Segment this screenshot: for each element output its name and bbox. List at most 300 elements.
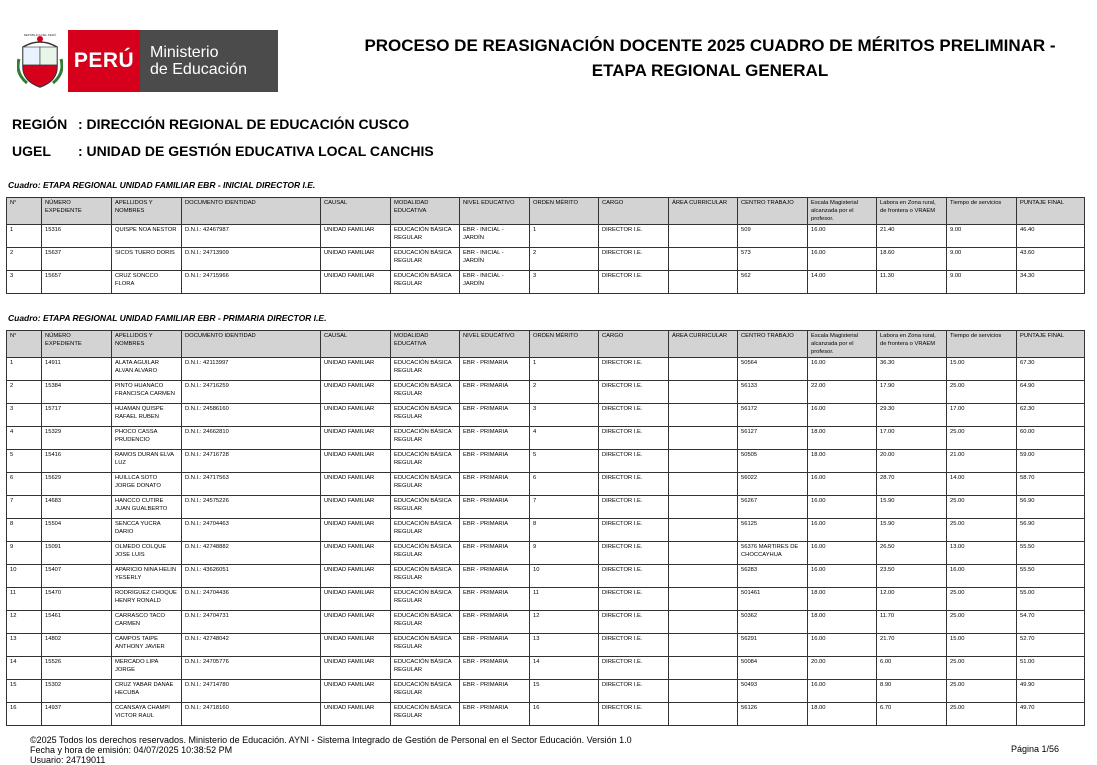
table-cell: 16.00 (808, 248, 877, 271)
table-cell: EBR - PRIMARIA (460, 611, 530, 634)
table-cell: 15329 (42, 427, 112, 450)
table-cell (669, 248, 738, 271)
table-cell: 7 (530, 496, 599, 519)
column-header: DOCUMENTO IDENTIDAD (182, 198, 321, 225)
table-cell: 56283 (738, 565, 808, 588)
table-cell: 43.60 (1017, 248, 1085, 271)
page-footer (30, 735, 632, 765)
table-cell: UNIDAD FAMILIAR (321, 611, 391, 634)
table-body (7, 225, 1085, 294)
table-cell: EDUCACIÓN BÁSICA REGULAR (391, 542, 460, 565)
table-row (7, 404, 1085, 427)
table-cell: UNIDAD FAMILIAR (321, 657, 391, 680)
table-cell: 16.00 (808, 404, 877, 427)
table-cell: 15.00 (947, 634, 1017, 657)
table-cell (669, 680, 738, 703)
table-cell: 3 (530, 404, 599, 427)
table-cell: 4 (7, 427, 42, 450)
table-cell: EDUCACIÓN BÁSICA REGULAR (391, 248, 460, 271)
table-cell: 50505 (738, 450, 808, 473)
ministry-line-2: de Educación (150, 61, 247, 78)
table-cell: 5 (7, 450, 42, 473)
table-cell: 10 (530, 565, 599, 588)
table-row (7, 450, 1085, 473)
title-line-2: ETAPA REGIONAL GENERAL (591, 61, 829, 80)
table-cell: EBR - INICIAL - JARDÍN (460, 271, 530, 294)
user-id: Usuario: 24719011 (30, 755, 106, 765)
table-cell: D.N.I.: 24718160 (182, 703, 321, 726)
table-cell: 12 (7, 611, 42, 634)
table-cell: DIRECTOR I.E. (599, 450, 669, 473)
table-cell: EBR - PRIMARIA (460, 450, 530, 473)
header-row (7, 331, 1085, 358)
table-cell: 15470 (42, 588, 112, 611)
table-cell: 18.00 (808, 611, 877, 634)
column-header: CENTRO TRABAJO (738, 331, 808, 358)
table-cell: DIRECTOR I.E. (599, 657, 669, 680)
table-cell: 1 (7, 225, 42, 248)
table-cell: UNIDAD FAMILIAR (321, 588, 391, 611)
table-cell: CRUZ YABAR DANAE HECUBA (112, 680, 182, 703)
table-cell: 18.00 (808, 588, 877, 611)
table-cell: 56.90 (1017, 519, 1085, 542)
table-cell: 21.40 (877, 225, 947, 248)
table-cell: 3 (7, 271, 42, 294)
table-cell: 21.70 (877, 634, 947, 657)
table-row (7, 519, 1085, 542)
table-cell: DIRECTOR I.E. (599, 519, 669, 542)
table-cell: 501461 (738, 588, 808, 611)
table-cell: 25.00 (947, 703, 1017, 726)
table-cell: 6.00 (877, 657, 947, 680)
ministry-line-1: Ministerio (150, 44, 219, 61)
table-cell: UNIDAD FAMILIAR (321, 519, 391, 542)
table-cell: 50084 (738, 657, 808, 680)
table-cell: DIRECTOR I.E. (599, 358, 669, 381)
table-cell: EBR - PRIMARIA (460, 657, 530, 680)
table-cell: 2 (530, 381, 599, 404)
table-cell: EDUCACIÓN BÁSICA REGULAR (391, 225, 460, 248)
table-cell: 58.70 (1017, 473, 1085, 496)
table-cell: 16 (530, 703, 599, 726)
table-cell: DIRECTOR I.E. (599, 680, 669, 703)
column-header: Tiempo de servicios (947, 198, 1017, 225)
column-header: CENTRO TRABAJO (738, 198, 808, 225)
table-cell: 11.30 (877, 271, 947, 294)
table-cell: EDUCACIÓN BÁSICA REGULAR (391, 271, 460, 294)
table-cell: 9.00 (947, 225, 1017, 248)
table-cell (669, 427, 738, 450)
table-cell: D.N.I.: 24662810 (182, 427, 321, 450)
table-cell (669, 358, 738, 381)
table-cell: 56127 (738, 427, 808, 450)
table-cell: 56.90 (1017, 496, 1085, 519)
table-row (7, 703, 1085, 726)
table-cell: 50493 (738, 680, 808, 703)
table-cell: 15407 (42, 565, 112, 588)
table-cell: 8 (7, 519, 42, 542)
table-row (7, 473, 1085, 496)
table-cell: 17.00 (947, 404, 1017, 427)
table-cell: D.N.I.: 24715966 (182, 271, 321, 294)
table-cell: PHOCO CASSA PRUDENCIO (112, 427, 182, 450)
column-header: CAUSAL (321, 331, 391, 358)
table-cell: EBR - PRIMARIA (460, 381, 530, 404)
table-cell: UNIDAD FAMILIAR (321, 703, 391, 726)
table-cell: 1 (7, 358, 42, 381)
table-cell: D.N.I.: 24705776 (182, 657, 321, 680)
table-cell: UNIDAD FAMILIAR (321, 473, 391, 496)
region-value: : DIRECCIÓN REGIONAL DE EDUCACIÓN CUSCO (78, 116, 410, 132)
table-cell: EDUCACIÓN BÁSICA REGULAR (391, 519, 460, 542)
table-cell: CCANSAYA CHAMPI VICTOR RAUL (112, 703, 182, 726)
table-cell: UNIDAD FAMILIAR (321, 381, 391, 404)
table-cell: 25.00 (947, 657, 1017, 680)
table-cell: 2 (7, 381, 42, 404)
table-cell: 13 (530, 634, 599, 657)
table-cell: 9.00 (947, 271, 1017, 294)
table-cell: EDUCACIÓN BÁSICA REGULAR (391, 404, 460, 427)
table-cell: 14.00 (947, 473, 1017, 496)
table-cell: 25.00 (947, 680, 1017, 703)
column-header: Tiempo de servicios (947, 331, 1017, 358)
table-row (7, 427, 1085, 450)
table-cell: 10 (7, 565, 42, 588)
table-cell: D.N.I.: 24704436 (182, 588, 321, 611)
table-cell: DIRECTOR I.E. (599, 588, 669, 611)
table-cell: 15526 (42, 657, 112, 680)
table-cell: 59.00 (1017, 450, 1085, 473)
table-cell (669, 565, 738, 588)
table-cell: 16.00 (808, 519, 877, 542)
minedu-logo (12, 30, 278, 92)
table-cell: PINTO HUANACO FRANCISCA CARMEN (112, 381, 182, 404)
table-cell: 6.70 (877, 703, 947, 726)
table-cell: 12 (530, 611, 599, 634)
table-cell: RAMOS DURAN ELVA LUZ (112, 450, 182, 473)
table-cell: 16.00 (808, 358, 877, 381)
table-cell: DIRECTOR I.E. (599, 248, 669, 271)
table-cell: EBR - PRIMARIA (460, 542, 530, 565)
table-cell: D.N.I.: 42467987 (182, 225, 321, 248)
table-cell: 16.00 (808, 565, 877, 588)
table-cell: 28.70 (877, 473, 947, 496)
table-cell: DIRECTOR I.E. (599, 427, 669, 450)
table-cell: 55.00 (1017, 588, 1085, 611)
table-cell: EDUCACIÓN BÁSICA REGULAR (391, 473, 460, 496)
table-row (7, 634, 1085, 657)
table-cell: D.N.I.: 42748882 (182, 542, 321, 565)
table-row (7, 248, 1085, 271)
table-cell (669, 519, 738, 542)
table-cell: 56126 (738, 703, 808, 726)
table-cell: 15302 (42, 680, 112, 703)
table-cell: 51.00 (1017, 657, 1085, 680)
coat-of-arms-icon (12, 30, 68, 92)
table-cell: OLMEDO COLQUE JOSE LUIS (112, 542, 182, 565)
table-cell (669, 657, 738, 680)
table-cell: 15384 (42, 381, 112, 404)
table-cell: 15091 (42, 542, 112, 565)
table-cell (669, 404, 738, 427)
table-cell: 36.30 (877, 358, 947, 381)
page-number: Página 1/56 (1010, 744, 1059, 754)
table-cell: 509 (738, 225, 808, 248)
table-cell: DIRECTOR I.E. (599, 381, 669, 404)
table-cell: 16.00 (808, 225, 877, 248)
table-cell: D.N.I.: 24714780 (182, 680, 321, 703)
table-cell: 54.70 (1017, 611, 1085, 634)
table-cell: HUILLCA SOTO JORGE DONATO (112, 473, 182, 496)
table-cell: 15629 (42, 473, 112, 496)
table-cell (669, 271, 738, 294)
table-cell: 1 (530, 225, 599, 248)
table-row (7, 225, 1085, 248)
title-line-1: PROCESO DE REASIGNACIÓN DOCENTE 2025 CUADRO DE MÉRITOS PRELIMINAR - (364, 36, 1056, 55)
column-header: ORDEN MÉRITO (530, 331, 599, 358)
column-header: Labora en Zona rural, de frontera o VRAEM (877, 198, 947, 225)
table-cell: 15504 (42, 519, 112, 542)
table-cell: 17.00 (877, 427, 947, 450)
table-cell: DIRECTOR I.E. (599, 542, 669, 565)
table-cell: EDUCACIÓN BÁSICA REGULAR (391, 680, 460, 703)
table-cell: 1 (530, 358, 599, 381)
table-cell: 15637 (42, 248, 112, 271)
table-cell: EBR - INICIAL - JARDÍN (460, 248, 530, 271)
table-cell: DIRECTOR I.E. (599, 496, 669, 519)
region-row (12, 116, 409, 132)
table-row (7, 496, 1085, 519)
table-cell: 11 (530, 588, 599, 611)
table-cell (669, 611, 738, 634)
table-cell: 7 (7, 496, 42, 519)
peru-brand: PERÚ (68, 30, 140, 92)
table-cell: EBR - PRIMARIA (460, 427, 530, 450)
table-cell: DIRECTOR I.E. (599, 703, 669, 726)
table-cell: 18.60 (877, 248, 947, 271)
table-cell (669, 542, 738, 565)
table-cell (669, 634, 738, 657)
table-cell: 16.00 (808, 496, 877, 519)
column-header: CARGO (599, 198, 669, 225)
table-cell (669, 588, 738, 611)
table-cell: 16.00 (808, 473, 877, 496)
table-cell: 21.00 (947, 450, 1017, 473)
table-cell: EDUCACIÓN BÁSICA REGULAR (391, 703, 460, 726)
table-row (7, 542, 1085, 565)
table-cell: 25.00 (947, 427, 1017, 450)
table-cell: 17.90 (877, 381, 947, 404)
table-cell: UNIDAD FAMILIAR (321, 496, 391, 519)
table-cell: 20.00 (808, 657, 877, 680)
table-cell: ALATA AGUILAR ALVAN ALVARO (112, 358, 182, 381)
column-header: NÚMERO EXPEDIENTE (42, 331, 112, 358)
table-cell: 15 (7, 680, 42, 703)
table-cell: 5 (530, 450, 599, 473)
table-cell: UNIDAD FAMILIAR (321, 404, 391, 427)
table-cell: 11.70 (877, 611, 947, 634)
table-cell: EDUCACIÓN BÁSICA REGULAR (391, 565, 460, 588)
table-row (7, 565, 1085, 588)
table-cell: 52.70 (1017, 634, 1085, 657)
column-header: N° (7, 331, 42, 358)
table-cell: 14802 (42, 634, 112, 657)
column-header: NIVEL EDUCATIVO (460, 198, 530, 225)
table-cell: UNIDAD FAMILIAR (321, 271, 391, 294)
table-caption-inicial: Cuadro: ETAPA REGIONAL UNIDAD FAMILIAR EBR - INICIAL DIRECTOR I.E. (8, 180, 316, 190)
table-cell: D.N.I.: 24713909 (182, 248, 321, 271)
column-header: ÁREA CURRICULAR (669, 331, 738, 358)
table-cell: 15717 (42, 404, 112, 427)
table-cell: 2 (530, 248, 599, 271)
table-cell: 13 (7, 634, 42, 657)
column-header: NÚMERO EXPEDIENTE (42, 198, 112, 225)
table-cell: 16.00 (808, 680, 877, 703)
table-cell: 15.00 (947, 358, 1017, 381)
table-cell: 23.50 (877, 565, 947, 588)
table-cell: RODRIGUEZ CHOQUE HENRY RONALD (112, 588, 182, 611)
table-cell: 4 (530, 427, 599, 450)
table-cell: 46.40 (1017, 225, 1085, 248)
table-cell: 56267 (738, 496, 808, 519)
table-cell: EDUCACIÓN BÁSICA REGULAR (391, 634, 460, 657)
table-cell: EDUCACIÓN BÁSICA REGULAR (391, 358, 460, 381)
table-cell: 56133 (738, 381, 808, 404)
table-cell: D.N.I.: 24704463 (182, 519, 321, 542)
table-cell: 2 (7, 248, 42, 271)
table-cell: 14.00 (808, 271, 877, 294)
column-header: CARGO (599, 331, 669, 358)
table-cell: EBR - PRIMARIA (460, 565, 530, 588)
table-cell: D.N.I.: 24717563 (182, 473, 321, 496)
table-cell: 3 (7, 404, 42, 427)
table-cell: 14 (7, 657, 42, 680)
column-header: ORDEN MÉRITO (530, 198, 599, 225)
table-cell: 49.90 (1017, 680, 1085, 703)
table-cell: 50564 (738, 358, 808, 381)
table-cell: 26.50 (877, 542, 947, 565)
results-table-primaria (6, 330, 1085, 726)
table-cell: EBR - PRIMARIA (460, 680, 530, 703)
table-cell: 56022 (738, 473, 808, 496)
table-cell: 55.50 (1017, 542, 1085, 565)
table-cell: QUISPE NOA NESTOR (112, 225, 182, 248)
table-cell: 573 (738, 248, 808, 271)
column-header: N° (7, 198, 42, 225)
table-cell: 8.90 (877, 680, 947, 703)
table-cell: EBR - PRIMARIA (460, 634, 530, 657)
table-cell: SENCCA YUCRA DARIO (112, 519, 182, 542)
ugel-value: : UNIDAD DE GESTIÓN EDUCATIVA LOCAL CANCHIS (78, 143, 434, 159)
table-cell: 16.00 (808, 634, 877, 657)
ministry-name (140, 30, 278, 92)
table-cell: DIRECTOR I.E. (599, 634, 669, 657)
table-cell: D.N.I.: 24716728 (182, 450, 321, 473)
table-cell: 12.00 (877, 588, 947, 611)
table-cell: 49.70 (1017, 703, 1085, 726)
table-cell: EBR - PRIMARIA (460, 496, 530, 519)
table-cell: UNIDAD FAMILIAR (321, 634, 391, 657)
table-cell: 15657 (42, 271, 112, 294)
table-cell: DIRECTOR I.E. (599, 611, 669, 634)
table-cell: 20.00 (877, 450, 947, 473)
table-cell: 16.00 (947, 565, 1017, 588)
table-cell: D.N.I.: 24716259 (182, 381, 321, 404)
table-cell: 14 (530, 657, 599, 680)
table-cell: MERCADO LIPA JORGE (112, 657, 182, 680)
table-cell: 14911 (42, 358, 112, 381)
table-row (7, 271, 1085, 294)
table-cell: D.N.I.: 43626051 (182, 565, 321, 588)
table-cell: 6 (7, 473, 42, 496)
table-cell: 15416 (42, 450, 112, 473)
table-cell: 50362 (738, 611, 808, 634)
table-cell: 16 (7, 703, 42, 726)
table-cell: 9 (530, 542, 599, 565)
table-cell: 562 (738, 271, 808, 294)
table-cell: HANCCO CUTIRE JUAN GUALBERTO (112, 496, 182, 519)
table-cell: UNIDAD FAMILIAR (321, 450, 391, 473)
table-cell (669, 496, 738, 519)
emission-datetime: Fecha y hora de emisión: 04/07/2025 10:38:52 PM (30, 745, 233, 755)
table-body (7, 358, 1085, 726)
table-cell: 56291 (738, 634, 808, 657)
table-cell: EBR - PRIMARIA (460, 358, 530, 381)
copyright-text: ©2025 Todos los derechos reservados. Ministerio de Educación. AYNI - Sistema Integrado de Gestión de Personal en el Sector Educación. Versión 1.0 (30, 735, 632, 745)
table-cell: 56172 (738, 404, 808, 427)
table-cell (669, 703, 738, 726)
column-header: NIVEL EDUCATIVO (460, 331, 530, 358)
region-label: REGIÓN (12, 116, 68, 132)
results-table-inicial (6, 197, 1085, 294)
table-cell: EBR - PRIMARIA (460, 473, 530, 496)
column-header: PUNTAJE FINAL (1017, 198, 1085, 225)
table-row (7, 680, 1085, 703)
column-header: ÁREA CURRICULAR (669, 198, 738, 225)
table-cell: 25.00 (947, 588, 1017, 611)
table-cell: 8 (530, 519, 599, 542)
table-cell: 55.50 (1017, 565, 1085, 588)
document-title (320, 33, 1097, 83)
table-cell: UNIDAD FAMILIAR (321, 358, 391, 381)
table-cell: 16.00 (808, 542, 877, 565)
table-row (7, 381, 1085, 404)
column-header: MODALIDAD EDUCATIVA (391, 198, 460, 225)
table-cell: D.N.I.: 42113997 (182, 358, 321, 381)
table-cell: HUAMAN QUISPE RAFAEL RUBEN (112, 404, 182, 427)
table-cell: 6 (530, 473, 599, 496)
table-cell: UNIDAD FAMILIAR (321, 225, 391, 248)
table-cell: UNIDAD FAMILIAR (321, 565, 391, 588)
table-cell (669, 381, 738, 404)
table-cell: 22.00 (808, 381, 877, 404)
table-cell (669, 473, 738, 496)
table-cell: 25.00 (947, 611, 1017, 634)
table-cell: CRUZ SONCCO FLORA (112, 271, 182, 294)
table-cell: EDUCACIÓN BÁSICA REGULAR (391, 450, 460, 473)
table-cell: 14683 (42, 496, 112, 519)
table-cell: EDUCACIÓN BÁSICA REGULAR (391, 427, 460, 450)
table-cell: EBR - PRIMARIA (460, 703, 530, 726)
table-cell: 18.00 (808, 450, 877, 473)
table-cell: 14937 (42, 703, 112, 726)
table-cell: EBR - INICIAL - JARDÍN (460, 225, 530, 248)
table-cell: DIRECTOR I.E. (599, 473, 669, 496)
table-cell: EDUCACIÓN BÁSICA REGULAR (391, 588, 460, 611)
table-row (7, 588, 1085, 611)
table-cell: 11 (7, 588, 42, 611)
column-header: CAUSAL (321, 198, 391, 225)
